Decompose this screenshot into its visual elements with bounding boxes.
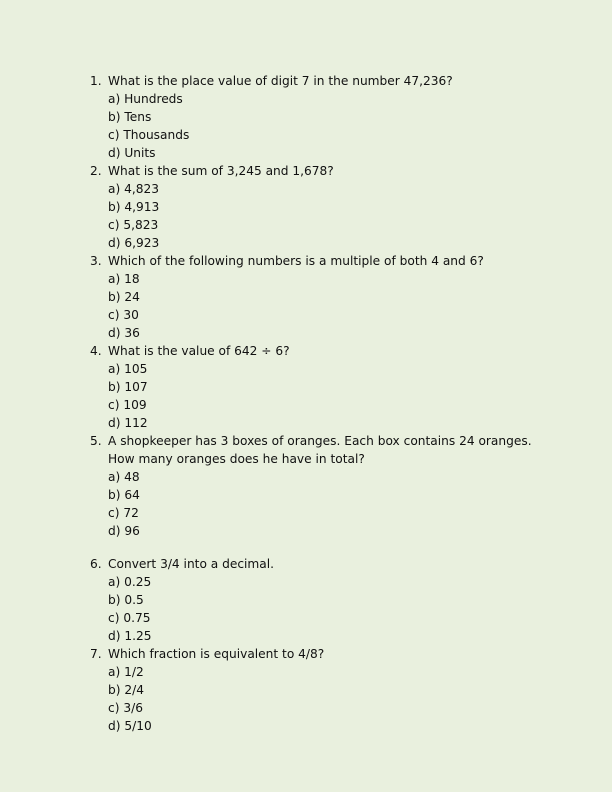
option-c: c) Thousands [108, 128, 190, 142]
question-number: 5. [90, 434, 102, 448]
option-c: c) 30 [108, 308, 139, 322]
option-a: a) 18 [108, 272, 140, 286]
option-a: a) 4,823 [108, 182, 159, 196]
question-text: What is the place value of digit 7 in the number 47,236? [108, 74, 453, 88]
question-4 [90, 342, 570, 432]
option-b: b) 0.5 [108, 593, 144, 607]
question-text: What is the sum of 3,245 and 1,678? [108, 164, 334, 178]
question-number: 3. [90, 254, 102, 268]
option-a: a) Hundreds [108, 92, 183, 106]
question-text: What is the value of 642 ÷ 6? [108, 344, 290, 358]
question-2 [90, 162, 570, 252]
option-b: b) 4,913 [108, 200, 160, 214]
option-c: c) 109 [108, 398, 147, 412]
question-1 [90, 72, 570, 162]
option-c: c) 3/6 [108, 701, 143, 715]
question-text: Which fraction is equivalent to 4/8? [108, 647, 325, 661]
option-d: d) 112 [108, 416, 148, 430]
question-text: Which of the following numbers is a multiple of both 4 and 6? [108, 254, 484, 268]
question-number: 7. [90, 647, 102, 661]
question-number: 2. [90, 164, 102, 178]
option-b: b) 107 [108, 380, 148, 394]
question-7 [90, 645, 570, 735]
option-d: d) Units [108, 146, 156, 160]
option-b: b) 2/4 [108, 683, 144, 697]
option-d: d) 5/10 [108, 719, 152, 733]
question-number: 4. [90, 344, 102, 358]
question-text-line-2: How many oranges does he have in total? [108, 452, 365, 466]
option-c: c) 72 [108, 506, 139, 520]
option-d: d) 1.25 [108, 629, 152, 643]
question-number: 6. [90, 557, 102, 571]
worksheet [90, 72, 570, 735]
option-b: b) Tens [108, 110, 152, 124]
option-a: a) 1/2 [108, 665, 144, 679]
option-d: d) 36 [108, 326, 140, 340]
option-a: a) 105 [108, 362, 148, 376]
option-c: c) 0.75 [108, 611, 151, 625]
option-d: d) 96 [108, 524, 140, 538]
option-d: d) 6,923 [108, 236, 160, 250]
option-a: a) 48 [108, 470, 140, 484]
question-text: Convert 3/4 into a decimal. [108, 557, 275, 571]
question-number: 1. [90, 74, 102, 88]
question-3 [90, 252, 570, 342]
option-c: c) 5,823 [108, 218, 159, 232]
question-5 [90, 432, 570, 540]
option-b: b) 64 [108, 488, 140, 502]
question-text-line-1: A shopkeeper has 3 boxes of oranges. Each box contains 24 oranges. [108, 434, 532, 448]
option-a: a) 0.25 [108, 575, 152, 589]
option-b: b) 24 [108, 290, 140, 304]
question-6 [90, 555, 570, 645]
